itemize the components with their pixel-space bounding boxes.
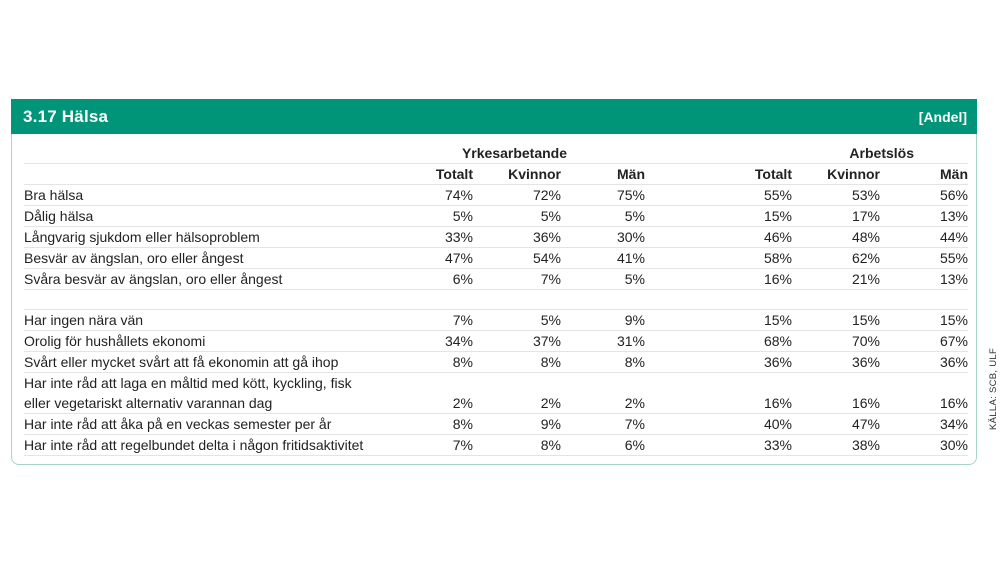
col-employed-women: Kvinnor <box>473 164 561 185</box>
row-label: Besvär av ängslan, oro eller ångest <box>24 248 384 269</box>
cell: 62% <box>792 248 880 269</box>
cell: 74% <box>384 185 473 206</box>
table-row <box>24 373 968 414</box>
cell: 13% <box>880 206 968 227</box>
cell: 40% <box>645 414 792 435</box>
row-label <box>24 373 384 414</box>
cell: 2% <box>561 373 645 414</box>
cell: 13% <box>880 269 968 290</box>
cell: 5% <box>384 206 473 227</box>
cell: 47% <box>792 414 880 435</box>
cell: 54% <box>473 248 561 269</box>
cell: 15% <box>880 310 968 331</box>
row-label: Svåra besvär av ängslan, oro eller ångest <box>24 269 384 290</box>
row-label-line1: Har inte råd att laga en måltid med kött, kyckling, fisk <box>24 375 352 391</box>
row-label: Har ingen nära vän <box>24 310 384 331</box>
cell: 48% <box>792 227 880 248</box>
cell: 8% <box>473 352 561 373</box>
cell: 72% <box>473 185 561 206</box>
cell: 8% <box>384 352 473 373</box>
table-row <box>24 414 968 435</box>
cell: 7% <box>561 414 645 435</box>
cell: 67% <box>880 331 968 352</box>
group-unemployed: Arbetslös <box>645 143 968 164</box>
row-label: Svårt eller mycket svårt att få ekonomin att gå ihop <box>24 352 384 373</box>
spacer-row <box>24 290 968 310</box>
cell: 70% <box>792 331 880 352</box>
cell: 68% <box>645 331 792 352</box>
cell: 9% <box>561 310 645 331</box>
cell: 7% <box>384 310 473 331</box>
source-note: KÄLLA: SCB, ULF <box>988 347 999 430</box>
group-employed: Yrkesarbetande <box>384 143 645 164</box>
table-title: 3.17 Hälsa <box>23 106 109 126</box>
table-row <box>24 352 968 373</box>
row-label: Dålig hälsa <box>24 206 384 227</box>
cell: 7% <box>384 435 473 456</box>
cell: 21% <box>792 269 880 290</box>
cell: 8% <box>384 414 473 435</box>
column-header-row <box>24 164 968 185</box>
table-row <box>24 248 968 269</box>
cell: 5% <box>561 206 645 227</box>
cell: 15% <box>645 310 792 331</box>
cell: 31% <box>561 331 645 352</box>
cell: 58% <box>645 248 792 269</box>
cell: 17% <box>792 206 880 227</box>
col-employed-men: Män <box>561 164 645 185</box>
cell: 37% <box>473 331 561 352</box>
cell: 30% <box>561 227 645 248</box>
cell: 55% <box>645 185 792 206</box>
table-row <box>24 227 968 248</box>
cell: 5% <box>473 206 561 227</box>
cell: 16% <box>880 373 968 414</box>
cell: 36% <box>645 352 792 373</box>
cell: 5% <box>473 310 561 331</box>
row-label: Har inte råd att regelbundet delta i någon fritidsaktivitet <box>24 435 384 456</box>
col-unemployed-men: Män <box>880 164 968 185</box>
table-row <box>24 185 968 206</box>
cell: 36% <box>880 352 968 373</box>
cell: 16% <box>645 373 792 414</box>
table-unit: [Andel] <box>918 108 967 125</box>
col-unemployed-total: Totalt <box>645 164 792 185</box>
cell: 9% <box>473 414 561 435</box>
cell: 34% <box>880 414 968 435</box>
cell: 53% <box>792 185 880 206</box>
row-label: Har inte råd att åka på en veckas semester per år <box>24 414 384 435</box>
cell: 30% <box>880 435 968 456</box>
cell: 16% <box>792 373 880 414</box>
cell: 8% <box>561 352 645 373</box>
row-label: Bra hälsa <box>24 185 384 206</box>
table-row <box>24 310 968 331</box>
cell: 15% <box>792 310 880 331</box>
cell: 6% <box>384 269 473 290</box>
cell: 7% <box>473 269 561 290</box>
cell: 56% <box>880 185 968 206</box>
cell: 55% <box>880 248 968 269</box>
cell: 8% <box>473 435 561 456</box>
row-label-line2: eller vegetariskt alternativ varannan dag <box>24 395 273 411</box>
cell: 44% <box>880 227 968 248</box>
cell: 33% <box>384 227 473 248</box>
cell: 41% <box>561 248 645 269</box>
cell: 6% <box>561 435 645 456</box>
table-row <box>24 206 968 227</box>
group-header-row <box>24 143 968 164</box>
cell: 34% <box>384 331 473 352</box>
cell: 46% <box>645 227 792 248</box>
col-employed-total: Totalt <box>384 164 473 185</box>
cell: 16% <box>645 269 792 290</box>
table-row <box>24 269 968 290</box>
table-header-bar <box>11 99 977 134</box>
table-row <box>24 435 968 456</box>
cell: 33% <box>645 435 792 456</box>
cell: 15% <box>645 206 792 227</box>
cell: 5% <box>561 269 645 290</box>
cell: 38% <box>792 435 880 456</box>
row-label: Långvarig sjukdom eller hälsoproblem <box>24 227 384 248</box>
cell: 75% <box>561 185 645 206</box>
cell: 36% <box>473 227 561 248</box>
health-table <box>24 143 968 456</box>
cell: 2% <box>473 373 561 414</box>
cell: 2% <box>384 373 473 414</box>
cell: 36% <box>792 352 880 373</box>
health-table-card <box>11 99 977 465</box>
table-row <box>24 331 968 352</box>
row-label: Orolig för hushållets ekonomi <box>24 331 384 352</box>
cell: 47% <box>384 248 473 269</box>
col-unemployed-women: Kvinnor <box>792 164 880 185</box>
